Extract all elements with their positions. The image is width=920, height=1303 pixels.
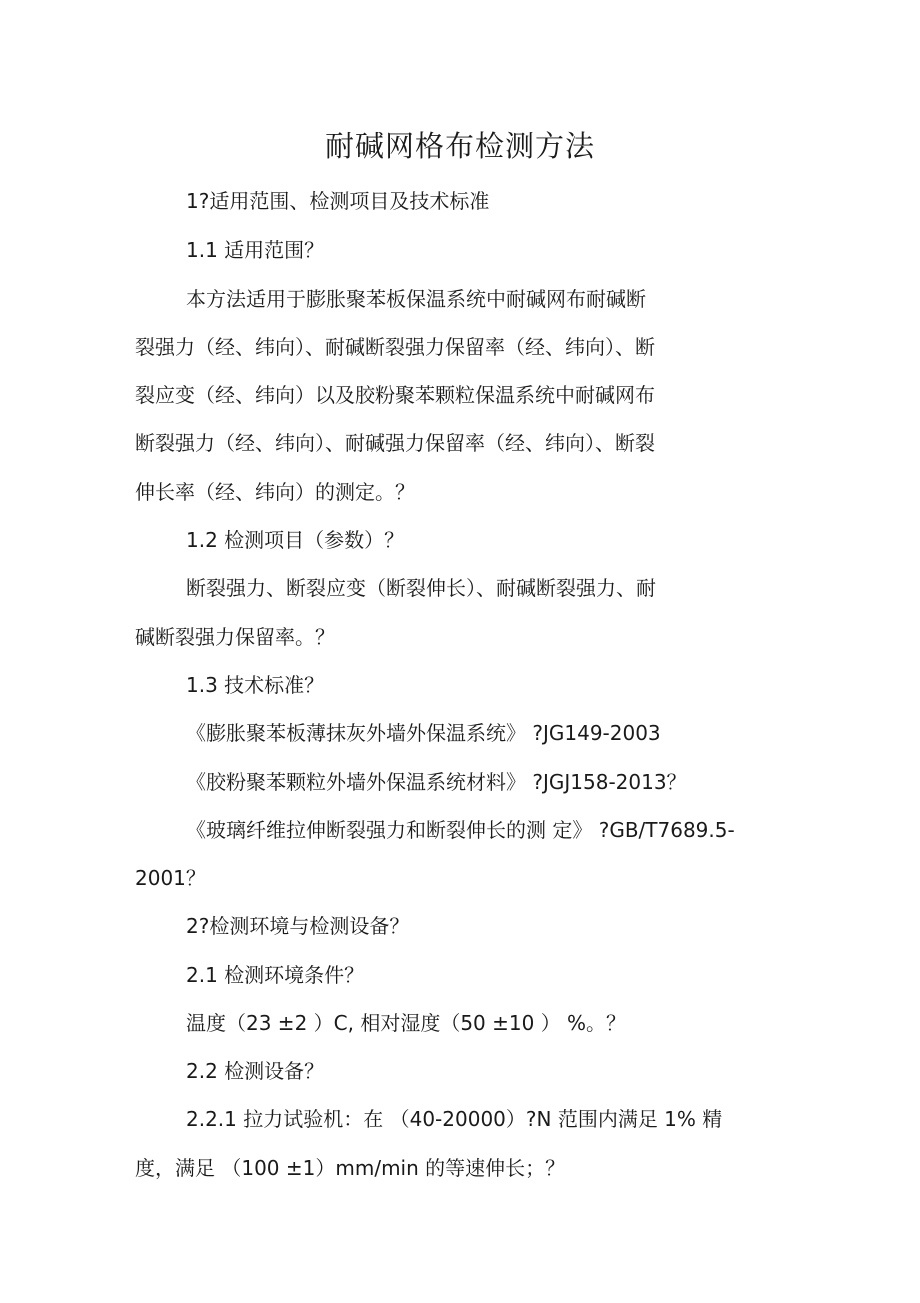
environment-conditions: 温度（23 ±2 ）C, 相对湿度（50 ±10 ） %。？ <box>186 1011 627 1035</box>
paragraph-line: 碱断裂强力保留率。？ <box>135 625 335 649</box>
section-1-1-heading: 1.1 适用范围？ <box>186 238 325 262</box>
standard-reference: 《玻璃纤维拉伸断裂强力和断裂伸长的测 定》 ?GB/T7689.5- <box>186 818 735 842</box>
paragraph-line: 断裂强力、断裂应变（断裂伸长）、耐碱断裂强力、耐 <box>186 576 656 600</box>
section-1-3-heading: 1.3 技术标准？ <box>186 673 325 697</box>
document-title: 耐碱网格布检测方法 <box>324 129 595 163</box>
paragraph-line: 断裂强力（经、纬向）、耐碱强力保留率（经、纬向）、断裂 <box>135 431 655 455</box>
section-1-2-heading: 1.2 检测项目（参数）？ <box>186 528 405 552</box>
section-2-1-heading: 2.1 检测环境条件？ <box>186 963 365 987</box>
paragraph-line: 裂强力（经、纬向）、耐碱断裂强力保留率（经、纬向）、断 <box>135 335 655 359</box>
paragraph-line: 本方法适用于膨胀聚苯板保温系统中耐碱网布耐碱断 <box>186 287 646 311</box>
section-2-2-heading: 2.2 检测设备？ <box>186 1059 325 1083</box>
paragraph-line: 裂应变（经、纬向）以及胶粉聚苯颗粒保温系统中耐碱网布 <box>135 383 655 407</box>
section-1-heading: 1?适用范围、检测项目及技术标准 <box>186 189 490 213</box>
standard-reference-continued: 2001？ <box>135 866 206 890</box>
standard-reference: 《胶粉聚苯颗粒外墙外保温系统材料》 ?JGJ158-2013？ <box>186 770 687 794</box>
equipment-item: 2.2.1 拉力试验机：在 （40-20000）?N 范围内满足 1% 精 <box>186 1107 723 1131</box>
equipment-item-continued: 度，满足 （100 ±1）mm/min 的等速伸长；？ <box>135 1156 566 1180</box>
section-2-heading: 2?检测环境与检测设备？ <box>186 914 410 938</box>
paragraph-line: 伸长率（经、纬向）的测定。？ <box>135 480 415 504</box>
standard-reference: 《膨胀聚苯板薄抹灰外墙外保温系统》 ?JG149-2003 <box>186 721 661 745</box>
